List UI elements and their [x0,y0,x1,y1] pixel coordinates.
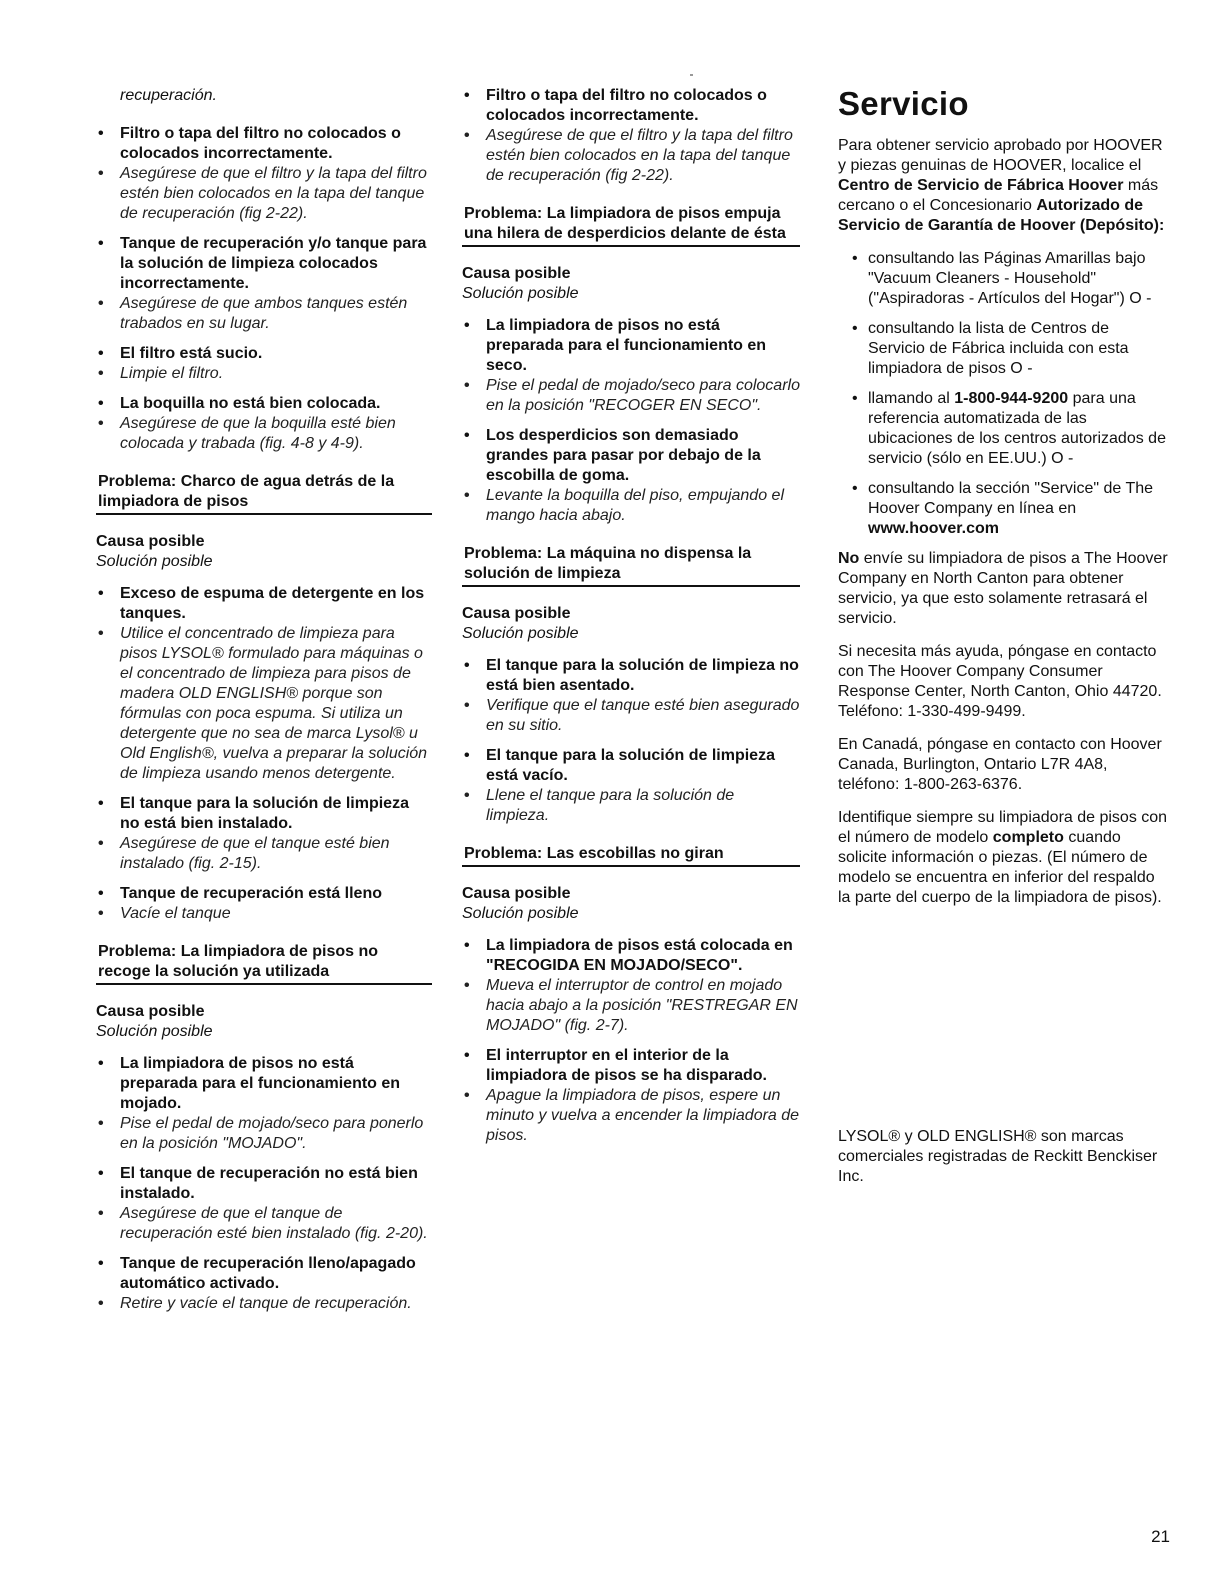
legend-cause: Causa posible [96,533,205,550]
cause: • Los desperdicios son demasiado grandes para pasar por debajo de la escobilla de goma. [462,426,800,486]
intro-text: más cercano o el Concesionario [838,177,1159,214]
legend [462,263,800,304]
contact-address: Si necesita más ayuda, póngase en contacto con The Hoover Company Consumer Response Center, North Canton, Ohio 44720. [838,643,1162,700]
solution: • Verifique que el tanque esté bien asegurado en su sitio. [462,696,800,736]
cause-list-2 [96,584,432,924]
list-item [96,1164,432,1244]
cause: • Tanque de recuperación y/o tanque para la solución de limpieza colocados incorrectamente. [96,234,432,294]
solution: • Limpie el filtro. [96,364,432,384]
phone-number: 1-800-944-9200 [954,390,1069,407]
solution: • Pise el pedal de mojado/seco para colocarlo en la posición "RECOGER EN SECO". [462,376,800,416]
list-item [96,344,432,384]
cause: • El tanque de recuperación no está bien instalado. [96,1164,432,1204]
legend [96,1001,432,1042]
website-url: www.hoover.com [868,520,999,537]
list-item [96,124,432,224]
solution: • Mueva el interruptor de control en mojado hacia abajo a la posición "RESTREGAR EN MOJADO" (fig. 2-7). [462,976,800,1036]
list-item [462,426,800,526]
problem-heading: Problema: La máquina no dispensa la solución de limpieza [462,544,800,587]
problem-heading: Problema: Las escobillas no giran [462,844,800,867]
list-item [462,936,800,1036]
option-text: para una referencia automatizada de las ubicaciones de los centros autorizados de servicio (sólo en EE.UU.) O - [868,390,1166,467]
solution: • Asegúrese de que el tanque esté bien instalado (fig. 2-15). [96,834,432,874]
service-option: • consultando la lista de Centros de Servicio de Fábrica incluida con esta limpiadora de pisos O - [838,319,1168,379]
legend-solution: Solución posible [96,553,213,570]
problem-heading: Problema: La limpiadora de pisos no recoge la solución ya utilizada [96,942,432,985]
list-item [96,234,432,334]
authorized-dealer: Autorizado de Servicio de Garantía de Hoover (Depósito): [838,197,1165,234]
legend [462,603,800,644]
list-item [462,1046,800,1146]
page-number: 21 [1151,1527,1170,1546]
legend-cause: Causa posible [462,885,571,902]
legend-solution: Solución posible [462,625,579,642]
list-item [462,656,800,736]
legend [462,883,800,924]
list-item [96,584,432,784]
option-text: consultando la sección "Service" de The Hoover Company en línea en [868,480,1154,517]
service-option [838,389,1168,469]
solution: • Asegúrese de que el tanque de recuperación esté bien instalado (fig. 2-20). [96,1204,432,1244]
solution: • Pise el pedal de mojado/seco para ponerlo en la posición "MOJADO". [96,1114,432,1154]
solution: • Asegúrese de que el filtro y la tapa del filtro estén bien colocados en la tapa del tanque de recuperación (fig 2-22). [462,126,800,186]
column-2 [462,86,800,1156]
cause: • Filtro o tapa del filtro no colocados o colocados incorrectamente. [96,124,432,164]
legend-cause: Causa posible [462,265,571,282]
solution: • Asegúrese de que ambos tanques estén trabados en su lugar. [96,294,432,334]
list-item [96,394,432,454]
emphasis: completo [992,829,1064,846]
notice-text: envíe su limpiadora de pisos a The Hoover Company en North Canton para obtener servicio, ya que esto solamente retrasará el servicio. [838,550,1168,627]
emphasis: No [838,550,860,567]
cause: • Exceso de espuma de detergente en los tanques. [96,584,432,624]
list-item [462,316,800,416]
cause-list-1 [462,86,800,186]
list-item [96,1254,432,1314]
solution: • Retire y vacíe el tanque de recuperación. [96,1294,432,1314]
cause: • Tanque de recuperación lleno/apagado automático activado. [96,1254,432,1294]
factory-center: Centro de Servicio de Fábrica Hoover [838,177,1124,194]
cause: • El tanque para la solución de limpieza está vacío. [462,746,800,786]
model-number-note [838,808,1168,908]
list-item [96,794,432,874]
cause: • El interruptor en el interior de la limpiadora de pisos se ha disparado. [462,1046,800,1086]
cause: • Filtro o tapa del filtro no colocados o colocados incorrectamente. [462,86,800,126]
do-not-send-notice [838,549,1168,629]
solution: • Apague la limpiadora de pisos, espere un minuto y vuelva a encender la limpiadora de pisos. [462,1086,800,1146]
section-title: Servicio [838,85,969,122]
option-text: llamando al [868,390,955,407]
cause-list-2 [462,316,800,526]
cause-list-4 [462,936,800,1146]
solution: • Utilice el concentrado de limpieza para pisos LYSOL® formulado para máquinas o el concentrado de limpieza para pisos de madera OLD ENGLISH® porque son fórmulas con poca espuma. Si utiliza un detergente que no sea de marca Lysol® u Old English®, vuelva a preparar la solución de limpieza usando menos detergente. [96,624,432,784]
legend-solution: Solución posible [462,905,579,922]
legend-solution: Solución posible [462,285,579,302]
list-item [462,86,800,186]
note-text: Identifique siempre su limpiadora de pisos con el número de modelo [838,809,1168,846]
help-contact [838,642,1168,722]
cause-list-3 [96,1054,432,1314]
solution: • Levante la boquilla del piso, empujando el mango hacia abajo. [462,486,800,526]
column-1 [96,86,432,1324]
intro-text: Para obtener servicio aprobado por HOOVER y piezas genuinas de HOOVER, localice el [838,137,1163,174]
problem-heading: Problema: La limpiadora de pisos empuja una hilera de desperdicios delante de ésta [462,204,800,247]
solution: • Vacíe el tanque [96,904,432,924]
cause: • La limpiadora de pisos no está preparada para el funcionamiento en seco. [462,316,800,376]
canada-contact: En Canadá, póngase en contacto con Hoover Canada, Burlington, Ontario L7R 4A8, teléfono: 1-800-263-6376. [838,736,1162,793]
legend [96,531,432,572]
scan-speck [690,74,693,76]
legend-cause: Causa posible [462,605,571,622]
cause: • Tanque de recuperación está lleno [96,884,432,904]
column-3 [838,86,1168,921]
cause-list-1 [96,124,432,454]
cause: • El filtro está sucio. [96,344,432,364]
cause: • El tanque para la solución de limpieza no está bien instalado. [96,794,432,834]
contact-phone: Teléfono: 1-330-499-9499. [838,703,1026,720]
service-option [838,479,1168,539]
cause: • La limpiadora de pisos está colocada en "RECOGIDA EN MOJADO/SECO". [462,936,800,976]
cause: • La boquilla no está bien colocada. [96,394,432,414]
continued-text: recuperación. [120,87,217,104]
legend-cause: Causa posible [96,1003,205,1020]
trademark-notice: LYSOL® y OLD ENGLISH® son marcas comerciales registradas de Reckitt Benckiser Inc. [838,1128,1158,1185]
solution: • Llene el tanque para la solución de limpieza. [462,786,800,826]
list-item [96,884,432,924]
service-option: • consultando las Páginas Amarillas bajo "Vacuum Cleaners - Household" ("Aspiradoras - Artículos del Hogar") O - [838,249,1168,309]
note-text: cuando solicite información o piezas. (El número de modelo se encuentra en inferior del respaldo la parte del cuerpo de la limpiadora de pisos). [838,829,1162,906]
cause: • El tanque para la solución de limpieza no está bien asentado. [462,656,800,696]
service-intro [838,136,1168,236]
cause: • La limpiadora de pisos no está preparada para el funcionamiento en mojado. [96,1054,432,1114]
list-item [96,1054,432,1154]
problem-heading: Problema: Charco de agua detrás de la limpiadora de pisos [96,472,432,515]
cause-list-3 [462,656,800,826]
solution: • Asegúrese de que el filtro y la tapa del filtro estén bien colocados en la tapa del tanque de recuperación (fig 2-22). [96,164,432,224]
list-item [462,746,800,826]
legend-solution: Solución posible [96,1023,213,1040]
solution: • Asegúrese de que la boquilla esté bien colocada y trabada (fig. 4-8 y 4-9). [96,414,432,454]
